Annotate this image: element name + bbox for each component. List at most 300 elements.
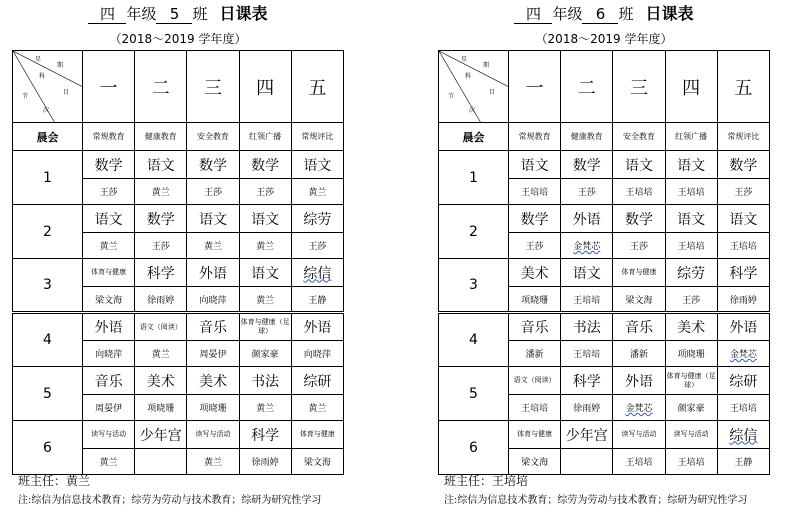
subject-text: 音乐 bbox=[94, 373, 123, 390]
teacher-name: 项晓珊 bbox=[677, 350, 705, 360]
day-header: 三 bbox=[613, 51, 665, 123]
meeting-cell: 红领广播 bbox=[665, 123, 717, 151]
subject-cell bbox=[239, 421, 291, 449]
teacher-name: 王静 bbox=[734, 458, 753, 468]
subject-text: 数学 bbox=[729, 157, 758, 174]
period-number: 5 bbox=[13, 367, 83, 421]
subject-text: 语文（阅读） bbox=[513, 376, 556, 384]
teacher-name: 王培培 bbox=[677, 458, 705, 468]
subject-text: 综研 bbox=[729, 373, 758, 390]
teacher-name: 项晓珊 bbox=[521, 295, 549, 306]
teacher-cell bbox=[187, 233, 239, 259]
subject-cell bbox=[717, 205, 769, 233]
schedule-title bbox=[438, 0, 770, 28]
subject-text: 数学 bbox=[251, 157, 280, 174]
school-year: （2018～2019 学年度） bbox=[109, 32, 247, 46]
subject-text: 科学 bbox=[729, 265, 758, 282]
meeting-cell: 安全教育 bbox=[187, 123, 239, 151]
teacher-name: 王培培 bbox=[573, 350, 601, 360]
teacher-cell bbox=[135, 341, 187, 367]
subject-cell bbox=[717, 151, 769, 179]
subject-text: 体育与健康（足球） bbox=[666, 371, 716, 389]
schedule-panel-2 bbox=[438, 0, 770, 506]
teacher-name: 王莎 bbox=[525, 242, 544, 252]
period-number: 4 bbox=[13, 313, 83, 367]
subject-text: 书法 bbox=[572, 320, 601, 336]
period-subject-row bbox=[13, 313, 344, 341]
teacher-cell bbox=[83, 233, 135, 259]
corner-mu: 目 bbox=[63, 89, 70, 96]
subject-cell bbox=[83, 151, 135, 179]
teacher-cell bbox=[187, 287, 239, 313]
teacher-cell bbox=[187, 449, 239, 475]
teacher-cell bbox=[613, 287, 665, 313]
teacher-cell bbox=[717, 287, 769, 313]
subject-cell bbox=[83, 367, 135, 395]
subject-cell bbox=[135, 421, 187, 449]
teacher-cell bbox=[135, 287, 187, 313]
subject-cell bbox=[613, 151, 665, 179]
teacher-name: 王莎 bbox=[203, 188, 222, 198]
teacher-cell bbox=[509, 233, 561, 259]
meeting-row bbox=[439, 123, 770, 151]
day-header: 二 bbox=[561, 51, 613, 123]
title-text: 日课表 bbox=[645, 4, 694, 23]
teacher-cell bbox=[613, 395, 665, 421]
teacher-name: 周晏伊 bbox=[95, 404, 123, 414]
subject-cell bbox=[291, 421, 343, 449]
teacher-cell bbox=[239, 395, 291, 421]
teacher-cell bbox=[613, 233, 665, 259]
subject-cell bbox=[665, 205, 717, 233]
period-number: 6 bbox=[13, 421, 83, 475]
subject-cell bbox=[665, 421, 717, 449]
subject-text: 读写与活动 bbox=[621, 430, 657, 438]
subject-text: 体育与健康 bbox=[299, 430, 335, 438]
teacher-name: 徐雨婷 bbox=[251, 458, 279, 468]
teacher-cell bbox=[665, 287, 717, 313]
subject-text: 语文 bbox=[624, 157, 653, 174]
teacher-name: 黄兰 bbox=[308, 188, 327, 198]
subject-cell bbox=[135, 367, 187, 395]
subject-text: 综劳 bbox=[303, 211, 332, 228]
teacher-cell bbox=[291, 341, 343, 367]
subject-cell bbox=[665, 259, 717, 287]
teacher-cell bbox=[717, 341, 769, 367]
subject-text: 外语 bbox=[198, 265, 227, 282]
teacher-cell bbox=[665, 395, 717, 421]
subject-cell bbox=[83, 421, 135, 449]
subject-text: 语文 bbox=[94, 211, 123, 228]
period-number: 5 bbox=[439, 367, 509, 421]
class-value: 6 bbox=[582, 6, 618, 24]
period-subject-row bbox=[13, 151, 344, 179]
day-header: 四 bbox=[239, 51, 291, 123]
subject-cell bbox=[135, 151, 187, 179]
day-header: 一 bbox=[83, 51, 135, 123]
schedule-table bbox=[12, 50, 344, 475]
teacher-name: 颜家豪 bbox=[251, 350, 279, 360]
subject-text: 体育与健康（足球） bbox=[240, 318, 290, 335]
subject-cell bbox=[187, 421, 239, 449]
class-label: 班 bbox=[192, 5, 208, 23]
period-subject-row bbox=[439, 367, 770, 395]
teacher-name: 颜家豪 bbox=[677, 404, 705, 414]
teacher-cell bbox=[561, 449, 613, 475]
teacher-cell bbox=[717, 395, 769, 421]
teacher-cell bbox=[613, 179, 665, 205]
subject-text: 音乐 bbox=[624, 320, 653, 336]
subject-cell bbox=[187, 259, 239, 287]
teacher-cell bbox=[509, 395, 561, 421]
subject-cell bbox=[665, 367, 717, 395]
teacher-name: 向晓萍 bbox=[95, 350, 123, 360]
period-subject-row bbox=[13, 421, 344, 449]
subject-text: 科学 bbox=[251, 427, 280, 444]
teacher-name: 项晓珊 bbox=[199, 404, 227, 414]
title-text: 日课表 bbox=[219, 4, 268, 23]
subject-cell bbox=[239, 259, 291, 287]
subject-cell bbox=[561, 367, 613, 395]
teacher-cell bbox=[291, 395, 343, 421]
meeting-cell: 常规评比 bbox=[717, 123, 769, 151]
teacher-name: 黄兰 bbox=[256, 295, 275, 306]
subject-cell bbox=[717, 313, 769, 341]
teacher-cell bbox=[187, 179, 239, 205]
subject-cell bbox=[83, 205, 135, 233]
meeting-cell: 常规教育 bbox=[509, 123, 561, 151]
subject-text: 体育与健康 bbox=[91, 268, 127, 276]
head-teacher: 班主任：王培培 bbox=[444, 474, 529, 488]
period-subject-row bbox=[439, 421, 770, 449]
teacher-name: 王莎 bbox=[99, 188, 118, 198]
subject-text: 外语 bbox=[94, 320, 123, 336]
day-header: 一 bbox=[509, 51, 561, 123]
teacher-cell bbox=[561, 395, 613, 421]
subject-cell bbox=[135, 205, 187, 233]
teacher-cell bbox=[509, 449, 561, 475]
subject-cell bbox=[291, 259, 343, 287]
subject-cell bbox=[239, 313, 291, 341]
teacher-name: 金梵芯 bbox=[573, 242, 601, 252]
teacher-name: 梁文海 bbox=[521, 458, 549, 468]
teacher-cell bbox=[135, 233, 187, 259]
subject-cell bbox=[613, 367, 665, 395]
meeting-cell: 红领广播 bbox=[239, 123, 291, 151]
meeting-cell: 健康教育 bbox=[561, 123, 613, 151]
teacher-name: 梁文海 bbox=[303, 458, 331, 468]
meeting-label: 晨会 bbox=[439, 123, 509, 151]
teacher-cell bbox=[83, 341, 135, 367]
meeting-cell: 安全教育 bbox=[613, 123, 665, 151]
subject-text: 外语 bbox=[303, 320, 332, 336]
teacher-cell bbox=[83, 395, 135, 421]
subject-cell bbox=[561, 421, 613, 449]
teacher-cell bbox=[665, 233, 717, 259]
subject-text: 少年宫 bbox=[139, 427, 182, 444]
subject-text: 语文 bbox=[677, 211, 706, 228]
period-number: 4 bbox=[439, 313, 509, 367]
teacher-cell bbox=[509, 287, 561, 313]
period-subject-row bbox=[439, 259, 770, 287]
period-subject-row bbox=[13, 205, 344, 233]
corner-mu: 目 bbox=[489, 89, 496, 96]
schedule-panel-1 bbox=[12, 0, 344, 506]
teacher-name: 王莎 bbox=[734, 188, 753, 198]
corner-cell bbox=[439, 51, 509, 123]
subject-cell bbox=[83, 259, 135, 287]
teacher-name: 潘新 bbox=[525, 350, 544, 360]
grade-value: 四 bbox=[88, 6, 126, 24]
grade-label: 年级 bbox=[552, 5, 583, 23]
grade-label: 年级 bbox=[126, 5, 157, 23]
teacher-cell bbox=[135, 449, 187, 475]
teacher-name: 徐雨婷 bbox=[147, 295, 175, 306]
subject-cell bbox=[291, 205, 343, 233]
period-number: 3 bbox=[13, 259, 83, 313]
teacher-name: 王莎 bbox=[577, 188, 596, 198]
subject-cell bbox=[291, 151, 343, 179]
subject-text: 数学 bbox=[198, 157, 227, 174]
subject-cell bbox=[509, 259, 561, 287]
subject-text: 数学 bbox=[520, 211, 549, 228]
teacher-name: 梁文海 bbox=[95, 295, 123, 306]
subject-cell bbox=[291, 367, 343, 395]
subject-text: 语文 bbox=[251, 211, 280, 228]
period-number: 3 bbox=[439, 259, 509, 313]
teacher-name: 王莎 bbox=[151, 242, 170, 252]
day-header: 四 bbox=[665, 51, 717, 123]
subject-cell bbox=[135, 313, 187, 341]
subject-text: 语文 bbox=[572, 265, 601, 282]
subject-cell bbox=[613, 259, 665, 287]
corner-ke: 科 bbox=[39, 73, 46, 80]
subject-text: 科学 bbox=[572, 373, 601, 390]
subject-text: 外语 bbox=[729, 320, 758, 336]
teacher-cell bbox=[239, 341, 291, 367]
teacher-cell bbox=[717, 449, 769, 475]
teacher-name: 黄兰 bbox=[256, 242, 275, 252]
teacher-cell bbox=[239, 233, 291, 259]
subject-text: 书法 bbox=[251, 373, 280, 390]
period-number: 1 bbox=[439, 151, 509, 205]
grade-value: 四 bbox=[514, 6, 552, 24]
subject-text: 美术 bbox=[677, 320, 706, 336]
teacher-cell bbox=[291, 449, 343, 475]
teacher-cell bbox=[135, 179, 187, 205]
teacher-name: 王培培 bbox=[521, 188, 549, 198]
corner-ci: 次 bbox=[469, 107, 476, 114]
subject-text: 语文 bbox=[198, 211, 227, 228]
subject-cell bbox=[613, 313, 665, 341]
teacher-name: 金梵芯 bbox=[625, 404, 653, 414]
footnote: 注:综信为信息技术教育；综劳为劳动与技术教育；综研为研究性学习 bbox=[18, 495, 322, 506]
subject-cell bbox=[509, 313, 561, 341]
subject-text: 语文 bbox=[729, 211, 758, 228]
teacher-cell bbox=[291, 233, 343, 259]
subject-cell bbox=[561, 151, 613, 179]
teacher-name: 王培培 bbox=[677, 242, 705, 252]
subject-cell bbox=[561, 205, 613, 233]
subject-text: 语文 bbox=[677, 157, 706, 174]
subject-text: 外语 bbox=[572, 211, 601, 228]
teacher-name: 黄兰 bbox=[203, 242, 222, 252]
subject-cell bbox=[561, 313, 613, 341]
teacher-name: 王培培 bbox=[625, 458, 653, 468]
corner-jie: 节 bbox=[448, 93, 455, 100]
school-year: （2018～2019 学年度） bbox=[535, 32, 673, 46]
period-number: 6 bbox=[439, 421, 509, 475]
schedule-title bbox=[12, 0, 344, 28]
meeting-cell: 常规教育 bbox=[83, 123, 135, 151]
teacher-name: 黄兰 bbox=[308, 404, 327, 414]
teacher-name: 向晓萍 bbox=[303, 350, 331, 360]
period-subject-row bbox=[439, 313, 770, 341]
subject-cell bbox=[561, 259, 613, 287]
subject-text: 美术 bbox=[198, 373, 227, 390]
teacher-name: 徐雨婷 bbox=[729, 295, 757, 306]
subject-cell bbox=[187, 151, 239, 179]
corner-ci: 次 bbox=[43, 107, 50, 114]
teacher-cell bbox=[135, 395, 187, 421]
teacher-name: 王莎 bbox=[682, 295, 701, 306]
subject-cell bbox=[509, 151, 561, 179]
subject-text: 语文 bbox=[146, 157, 175, 174]
teacher-name: 潘新 bbox=[629, 350, 648, 360]
subject-text: 体育与健康 bbox=[517, 430, 553, 438]
subject-text: 科学 bbox=[146, 265, 175, 282]
period-subject-row bbox=[439, 205, 770, 233]
subject-text: 语文 bbox=[251, 265, 280, 282]
teacher-cell bbox=[665, 179, 717, 205]
teacher-name: 黄兰 bbox=[99, 242, 118, 252]
subject-text: 数学 bbox=[572, 157, 601, 174]
period-subject-row bbox=[13, 367, 344, 395]
subject-cell bbox=[717, 259, 769, 287]
meeting-label: 晨会 bbox=[13, 123, 83, 151]
subject-text: 综研 bbox=[303, 373, 332, 390]
subject-cell bbox=[187, 313, 239, 341]
teacher-cell bbox=[665, 449, 717, 475]
teacher-name: 向晓萍 bbox=[199, 295, 227, 306]
teacher-cell bbox=[187, 395, 239, 421]
day-header: 五 bbox=[291, 51, 343, 123]
corner-xing: 星 bbox=[35, 56, 42, 63]
teacher-name: 王培培 bbox=[729, 242, 757, 252]
subject-cell bbox=[509, 367, 561, 395]
subject-text: 读写与活动 bbox=[673, 430, 709, 438]
meeting-cell: 健康教育 bbox=[135, 123, 187, 151]
subject-text: 体育与健康 bbox=[621, 268, 657, 276]
subject-text: 数学 bbox=[624, 211, 653, 228]
header-row bbox=[439, 51, 770, 123]
meeting-cell: 常规评比 bbox=[291, 123, 343, 151]
subject-text: 数学 bbox=[94, 157, 123, 174]
teacher-cell bbox=[613, 449, 665, 475]
teacher-name: 梁文海 bbox=[625, 295, 653, 306]
subject-cell bbox=[613, 205, 665, 233]
subject-cell bbox=[509, 421, 561, 449]
subject-text: 少年宫 bbox=[565, 427, 608, 444]
subject-cell bbox=[717, 421, 769, 449]
teacher-name: 王培培 bbox=[625, 188, 653, 198]
subject-text: 音乐 bbox=[520, 320, 549, 336]
teacher-cell bbox=[561, 341, 613, 367]
period-number: 2 bbox=[13, 205, 83, 259]
corner-ke: 科 bbox=[465, 73, 472, 80]
teacher-name: 黄兰 bbox=[99, 458, 118, 468]
teacher-name: 王培培 bbox=[677, 188, 705, 198]
subject-text: 外语 bbox=[624, 373, 653, 390]
teacher-cell bbox=[509, 341, 561, 367]
subject-text: 美术 bbox=[520, 265, 549, 282]
teacher-cell bbox=[239, 287, 291, 313]
teacher-name: 王莎 bbox=[256, 188, 275, 198]
corner-qi: 期 bbox=[57, 62, 64, 69]
teacher-name: 黄兰 bbox=[256, 404, 275, 414]
subject-cell bbox=[187, 367, 239, 395]
teacher-cell bbox=[83, 449, 135, 475]
teacher-name: 黄兰 bbox=[151, 188, 170, 198]
subject-text: 读写与活动 bbox=[195, 430, 231, 438]
subject-text: 音乐 bbox=[198, 320, 227, 336]
corner-cell bbox=[13, 51, 83, 123]
subject-cell bbox=[665, 313, 717, 341]
day-header: 二 bbox=[135, 51, 187, 123]
subject-cell bbox=[135, 259, 187, 287]
teacher-name: 黄兰 bbox=[151, 350, 170, 360]
subject-cell bbox=[239, 367, 291, 395]
teacher-cell bbox=[561, 233, 613, 259]
period-number: 2 bbox=[439, 205, 509, 259]
footnote: 注:综信为信息技术教育；综劳为劳动与技术教育；综研为研究性学习 bbox=[444, 495, 748, 506]
subject-text: 综劳 bbox=[677, 265, 706, 282]
corner-qi: 期 bbox=[483, 62, 490, 69]
subject-cell bbox=[239, 151, 291, 179]
teacher-name: 王培培 bbox=[521, 404, 549, 414]
teacher-cell bbox=[291, 179, 343, 205]
day-header: 三 bbox=[187, 51, 239, 123]
day-header: 五 bbox=[717, 51, 769, 123]
teacher-cell bbox=[291, 287, 343, 313]
teacher-cell bbox=[83, 179, 135, 205]
class-label: 班 bbox=[618, 5, 634, 23]
subject-cell bbox=[717, 367, 769, 395]
subject-cell bbox=[83, 313, 135, 341]
teacher-cell bbox=[717, 233, 769, 259]
subject-text: 综信 bbox=[303, 265, 332, 282]
period-subject-row bbox=[439, 151, 770, 179]
teacher-cell bbox=[509, 179, 561, 205]
teacher-cell bbox=[187, 341, 239, 367]
corner-xing: 星 bbox=[461, 56, 468, 63]
subject-text: 读写与活动 bbox=[91, 430, 127, 438]
teacher-name: 黄兰 bbox=[203, 458, 222, 468]
subject-cell bbox=[613, 421, 665, 449]
meeting-row bbox=[13, 123, 344, 151]
teacher-name: 王静 bbox=[308, 295, 327, 306]
subject-cell bbox=[509, 205, 561, 233]
teacher-name: 王培培 bbox=[573, 295, 601, 306]
subject-text: 语文（阅读） bbox=[139, 322, 182, 331]
teacher-cell bbox=[83, 287, 135, 313]
teacher-name: 项晓珊 bbox=[147, 404, 175, 414]
teacher-cell bbox=[239, 179, 291, 205]
teacher-cell bbox=[561, 287, 613, 313]
teacher-cell bbox=[613, 341, 665, 367]
period-number: 1 bbox=[13, 151, 83, 205]
subject-cell bbox=[187, 205, 239, 233]
